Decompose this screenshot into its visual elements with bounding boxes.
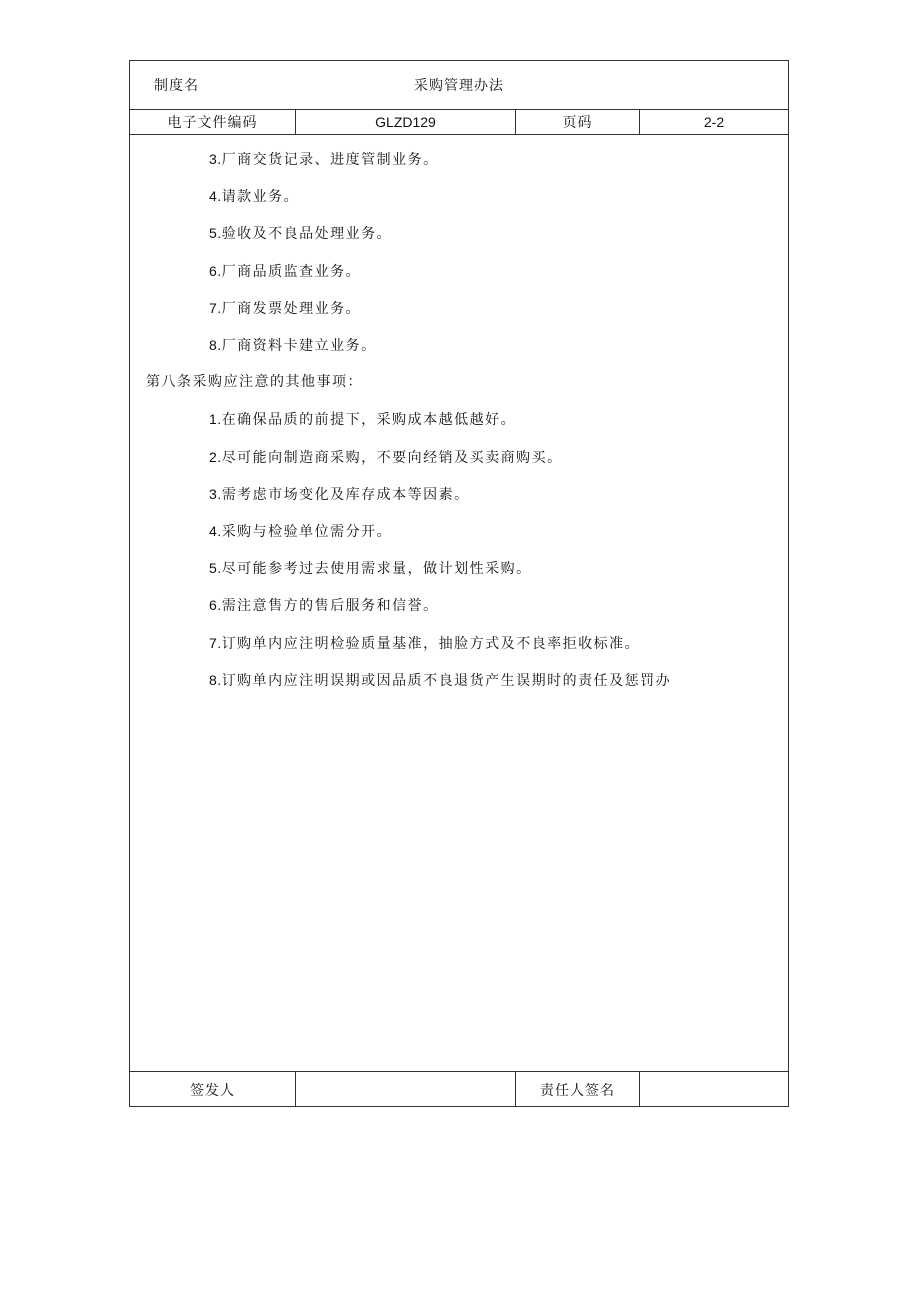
signature-row: [130, 1071, 788, 1107]
list-item: [209, 596, 439, 615]
list-item-text: 需考虑市场变化及库存成本等因素。: [221, 486, 470, 503]
list-item: [209, 262, 361, 281]
list-item-text: 在确保品质的前提下，采购成本越低越好。: [221, 412, 517, 429]
list-item: [209, 224, 392, 243]
file-code-row: [130, 110, 788, 135]
list-item-text: 尽可能向制造商采购，不要向经销及买卖商购买。: [221, 449, 563, 466]
list-item-text: 订购单内应注明误期或因品质不良退货产生误期时的责任及惩罚办: [221, 672, 672, 689]
list-item: [209, 299, 361, 318]
list-item-text: 尽可能参考过去使用需求量，做计划性采购。: [221, 561, 532, 578]
list-item: [209, 522, 392, 541]
list-item-text: 请款业务。: [221, 189, 300, 206]
list-item-number: 4.: [209, 188, 222, 205]
list-item-number: 5.: [209, 560, 222, 577]
issuer-label: 签发人: [190, 1082, 235, 1099]
list-item: [209, 671, 671, 690]
list-item: [209, 448, 563, 467]
list-item-number: 4.: [209, 523, 222, 539]
system-name-label: 制度名: [154, 78, 199, 94]
list-item-text: 第八条采购应注意的其他事项：: [146, 374, 363, 391]
page-value: 2-2: [639, 110, 788, 134]
list-item-number: 7.: [209, 299, 222, 316]
list-item-text: 需注意售方的售后服务和信誉。: [221, 598, 439, 615]
list-item: [209, 410, 516, 429]
list-item: [209, 187, 299, 206]
list-item-text: 采购与检验单位需分开。: [221, 524, 393, 540]
list-item-number: 8.: [209, 671, 222, 688]
list-item-text: 厂商品质监查业务。: [221, 263, 362, 280]
list-item-number: 5.: [209, 225, 222, 242]
list-item-number: 3.: [209, 485, 222, 502]
file-code-value: GLZD129: [295, 110, 515, 134]
system-name-value: 采购管理办法: [414, 78, 504, 94]
list-item-number: 8.: [209, 337, 222, 353]
list-item-text: 验收及不良品处理业务。: [221, 226, 393, 243]
list-item-number: 2.: [209, 448, 222, 465]
list-item-number: 3.: [209, 151, 222, 167]
list-item: [209, 485, 470, 504]
list-item-text: 订购单内应注明检验质量基准，抽脸方式及不良率拒收标准。: [221, 635, 641, 652]
list-item-number: 1.: [209, 411, 222, 428]
responsible-label: 责任人签名: [515, 1072, 639, 1107]
list-item-number: 6.: [209, 262, 222, 279]
responsible-signature-field[interactable]: [639, 1072, 788, 1107]
document-table: [129, 60, 789, 1107]
list-item-number: 6.: [209, 597, 222, 614]
list-item-text: 厂商交货记录、进度管制业务。: [221, 152, 439, 168]
title-row: [130, 61, 788, 110]
page-label: 页码: [515, 110, 639, 134]
list-item: [209, 559, 532, 578]
list-item-text: 厂商发票处理业务。: [221, 300, 362, 317]
list-item: [209, 150, 439, 169]
article-heading: [146, 373, 363, 391]
issuer-signature-field[interactable]: [295, 1072, 515, 1107]
list-item: [209, 336, 377, 355]
list-item-text: 厂商资料卡建立业务。: [221, 338, 377, 354]
list-item-number: 7.: [209, 634, 222, 651]
list-item: [209, 634, 640, 653]
file-code-label: 电子文件编码: [167, 115, 258, 131]
